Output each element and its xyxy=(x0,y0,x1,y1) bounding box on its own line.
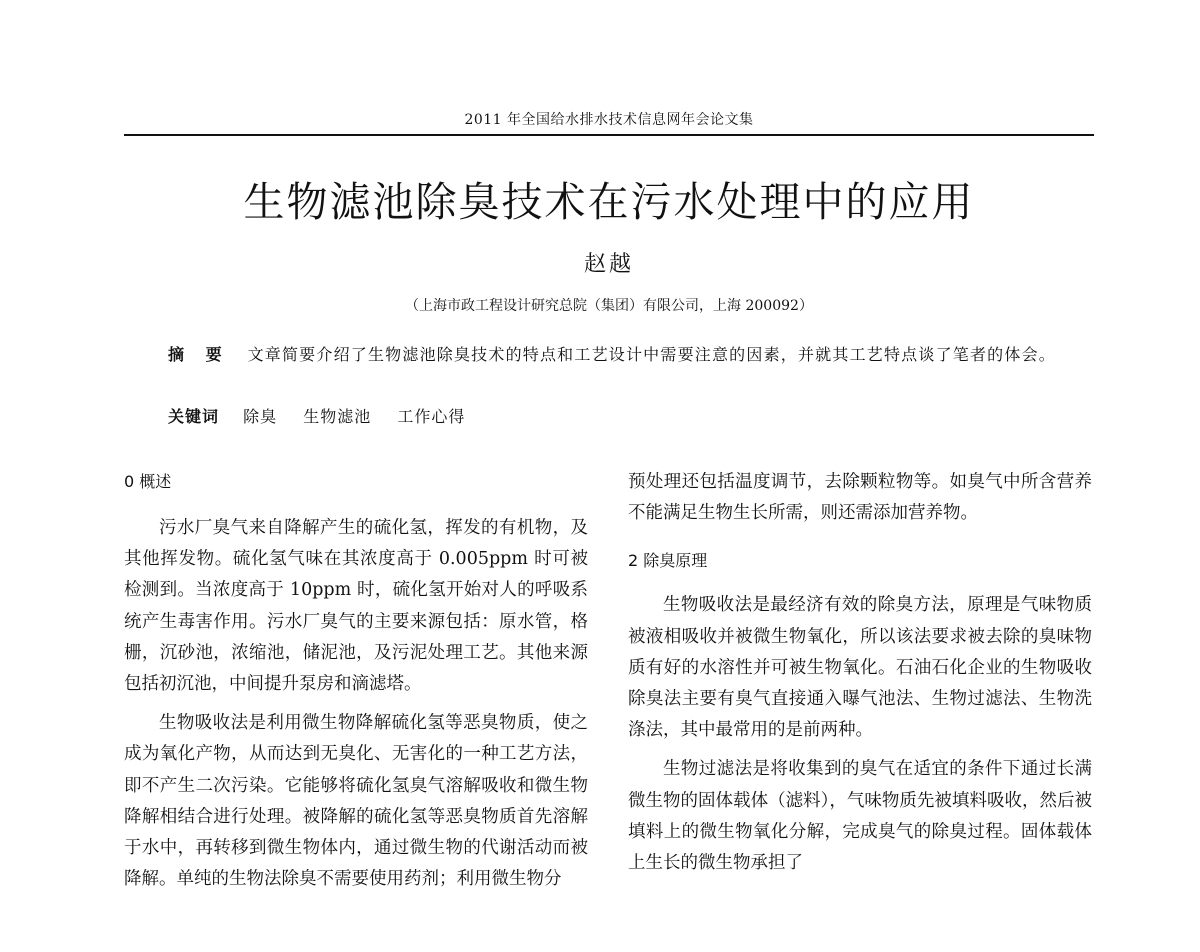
body-paragraph: 生物吸收法是最经济有效的除臭方法，原理是气味物质被液相吸收并被微生物氧化，所以该法要求被去除的臭味物质有好的水溶性并可被生物氧化。石油石化企业的生物吸收除臭法主要有臭气直接通入曝气池法、生物过滤法、生物洗涤法，其中最常用的是前两种。 xyxy=(628,595,1092,741)
section-heading: 2 除臭原理 xyxy=(628,551,708,571)
keywords xyxy=(168,402,1094,431)
body-paragraph: 生物吸收法是利用微生物降解硫化氢等恶臭物质，使之成为氧化产物，从而达到无臭化、无害化的一种工艺方法，即不产生二次污染。它能够将硫化氢臭气溶解吸收和微生物降解相结合进行处理。被降解的硫化氢等恶臭物质首先溶解于水中，再转移到微生物体内，通过微生物的代谢活动而被降解。单纯的生物法除臭不需要使用药剂；利用微生物分 xyxy=(124,713,588,890)
article-title: 生物滤池除臭技术在污水处理中的应用 xyxy=(243,178,975,226)
header-rule xyxy=(124,134,1094,136)
keywords-label: 关键词 xyxy=(168,407,220,426)
keyword-item: 工作心得 xyxy=(397,407,466,426)
keyword-item: 生物滤池 xyxy=(303,407,372,426)
abstract xyxy=(124,340,1094,369)
author-affiliation: （上海市政工程设计研究总院（集团）有限公司，上海 200092） xyxy=(405,298,813,314)
right-column xyxy=(628,467,1092,887)
keyword-item: 除臭 xyxy=(243,407,278,426)
left-column xyxy=(124,466,588,903)
abstract-text: 文章简要介绍了生物滤池除臭技术的特点和工艺设计中需要注意的因素，并就其工艺特点谈了笔者的体会。 xyxy=(247,345,1056,364)
author-name: 赵越 xyxy=(583,252,634,277)
running-header: 2011 年全国给水排水技术信息网年会论文集 xyxy=(464,112,754,128)
abstract-label: 摘 要 xyxy=(168,345,230,364)
body-paragraph: 污水厂臭气来自降解产生的硫化氢，挥发的有机物，及其他挥发物。硫化氢气味在其浓度高于 0.005ppm 时可被检测到。当浓度高于 10ppm 时，硫化氢开始对人的呼吸系统产生毒害作用。污水厂臭气的主要来源包括：原水管，格栅，沉砂池，浓缩池，储泥池，及污泥处理工艺。其他来源包括初沉池，中间提升泵房和滴滤塔。 xyxy=(124,518,588,695)
section-heading: 0 概述 xyxy=(124,472,172,491)
body-paragraph: 预处理还包括温度调节，去除颗粒物等。如臭气中所含营养不能满足生物生长所需，则还需添加营养物。 xyxy=(628,472,1092,524)
body-paragraph: 生物过滤法是将收集到的臭气在适宜的条件下通过长满微生物的固体载体（滤料），气味物质先被填料吸收，然后被填料上的微生物氧化分解，完成臭气的除臭过程。固体载体上生长的微生物承担了 xyxy=(628,759,1092,874)
